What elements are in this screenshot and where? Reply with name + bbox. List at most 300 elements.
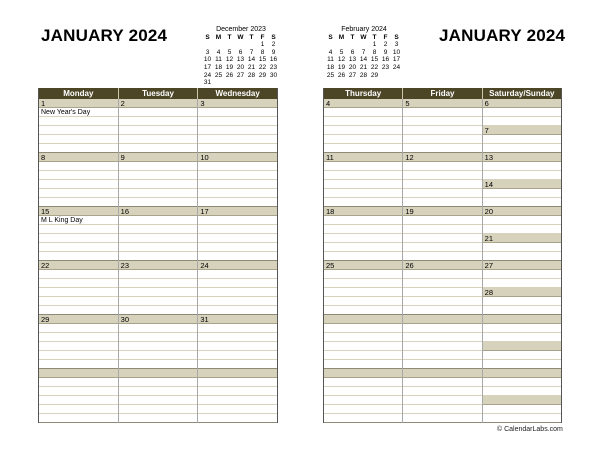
note-line xyxy=(39,360,118,369)
weekday-label: S xyxy=(271,33,276,41)
day-cell xyxy=(324,99,403,153)
note-line xyxy=(198,225,277,234)
date-number: 6 xyxy=(483,99,561,108)
weekday-label: T xyxy=(227,33,232,41)
mini-day: 15 xyxy=(258,56,267,64)
note-line xyxy=(119,342,198,351)
mini-day: 9 xyxy=(271,48,276,56)
note-line xyxy=(39,180,118,189)
day-cell xyxy=(119,99,199,153)
date-number: 13 xyxy=(483,153,561,162)
weekday-header-row xyxy=(324,88,561,99)
note-line xyxy=(403,243,481,252)
date-number: 26 xyxy=(403,261,481,270)
note-line xyxy=(483,189,561,198)
weekday-header-row xyxy=(39,88,277,99)
day-cell xyxy=(198,153,277,207)
mini-day: 10 xyxy=(392,48,401,56)
week-row xyxy=(39,261,277,315)
mini-calendar-weekdays xyxy=(202,34,280,42)
note-line xyxy=(39,198,118,207)
header-thursday: Thursday xyxy=(324,88,403,99)
note-line xyxy=(119,270,198,279)
day-cell xyxy=(119,369,199,423)
note-line xyxy=(119,126,198,135)
mini-day: 14 xyxy=(247,56,256,64)
mini-day: 11 xyxy=(327,56,334,64)
mini-day: 2 xyxy=(383,41,388,49)
note-line xyxy=(39,333,118,342)
note-line xyxy=(483,333,561,342)
note-line xyxy=(198,387,277,396)
note-line xyxy=(324,396,402,405)
mini-day: 31 xyxy=(203,79,212,87)
note-line xyxy=(483,144,561,153)
week-row xyxy=(324,207,561,261)
note-line xyxy=(403,162,481,171)
date-number: 22 xyxy=(39,261,118,270)
note-line xyxy=(403,234,481,243)
date-number: 2 xyxy=(119,99,198,108)
page-title-right: JANUARY 2024 xyxy=(439,26,566,45)
mini-day: 19 xyxy=(337,63,346,71)
note-line xyxy=(324,342,402,351)
note-line xyxy=(403,108,481,117)
note-line xyxy=(119,243,198,252)
mini-day: 8 xyxy=(372,48,377,56)
mini-day: 3 xyxy=(394,41,399,49)
mini-day: 12 xyxy=(225,56,234,64)
mini-day: 5 xyxy=(227,48,232,56)
note-line xyxy=(403,342,481,351)
mini-day: 26 xyxy=(337,71,346,79)
note-line xyxy=(403,378,481,387)
mini-day: 2 xyxy=(271,41,276,49)
note-line xyxy=(324,180,402,189)
mini-day: 27 xyxy=(348,71,357,79)
mini-day xyxy=(246,41,257,49)
date-number: 30 xyxy=(119,315,198,324)
date-number: 23 xyxy=(119,261,198,270)
note-line xyxy=(403,180,481,189)
week-row xyxy=(39,99,277,153)
day-cell xyxy=(403,261,482,315)
note-line xyxy=(324,333,402,342)
date-number xyxy=(483,315,561,324)
note-line xyxy=(324,288,402,297)
note-line xyxy=(39,387,118,396)
note-line xyxy=(198,108,277,117)
mini-day: 10 xyxy=(203,56,212,64)
mini-day: 17 xyxy=(392,56,401,64)
note-line xyxy=(39,342,118,351)
mini-calendar-title: December 2023 xyxy=(216,26,266,33)
weekday-label: T xyxy=(249,33,254,41)
mini-day xyxy=(235,79,246,87)
mini-day: 29 xyxy=(258,71,267,79)
mini-day: 7 xyxy=(249,48,254,56)
mini-day: 8 xyxy=(260,48,265,56)
day-cell xyxy=(198,315,277,369)
mini-day xyxy=(246,79,257,87)
mini-day xyxy=(391,72,402,80)
note-line xyxy=(403,135,481,144)
day-cell xyxy=(403,207,482,261)
date-number: 1 xyxy=(39,99,118,108)
mini-calendar-february xyxy=(325,26,403,79)
note-line xyxy=(119,306,198,315)
day-cell xyxy=(403,315,482,369)
note-line xyxy=(39,351,118,360)
calendar-right-page xyxy=(323,88,562,423)
note-line xyxy=(403,252,481,261)
mini-day: 13 xyxy=(348,56,357,64)
day-cell xyxy=(198,207,277,261)
week-row xyxy=(324,369,561,423)
weekday-label: W xyxy=(360,33,367,41)
day-cell xyxy=(39,153,119,207)
date-number: 28 xyxy=(483,288,561,297)
note-line xyxy=(198,324,277,333)
note-line xyxy=(198,288,277,297)
note-line xyxy=(324,108,402,117)
note-line xyxy=(403,144,481,153)
date-number: 8 xyxy=(39,153,118,162)
note-line xyxy=(39,117,118,126)
note-line xyxy=(198,414,277,423)
mini-day: 9 xyxy=(383,48,388,56)
note-line xyxy=(483,162,561,171)
mini-day xyxy=(224,41,235,49)
week-row xyxy=(324,153,561,207)
note-line xyxy=(403,396,481,405)
note-line xyxy=(119,297,198,306)
mini-day: 12 xyxy=(337,56,346,64)
mini-day: 22 xyxy=(370,63,379,71)
note-line xyxy=(119,171,198,180)
date-number: 21 xyxy=(483,234,561,243)
mini-day xyxy=(380,72,391,80)
note-line xyxy=(483,225,561,234)
note-line xyxy=(39,297,118,306)
calendar-left-page xyxy=(38,88,278,423)
weekend-cell xyxy=(483,261,561,315)
mini-day: 29 xyxy=(370,71,379,79)
date-number xyxy=(403,369,481,378)
note-line xyxy=(403,279,481,288)
date-number xyxy=(483,369,561,378)
note-line xyxy=(39,252,118,261)
note-line xyxy=(119,180,198,189)
note-line xyxy=(483,351,561,360)
note-line xyxy=(403,405,481,414)
date-number xyxy=(119,369,198,378)
mini-day: 22 xyxy=(258,63,267,71)
note-line xyxy=(198,117,277,126)
mini-calendar-weekdays xyxy=(325,34,403,42)
note-line xyxy=(324,387,402,396)
note-line xyxy=(483,135,561,144)
event-text xyxy=(39,270,118,279)
day-cell xyxy=(198,369,277,423)
note-line xyxy=(39,396,118,405)
note-line xyxy=(39,234,118,243)
note-line xyxy=(324,279,402,288)
date-number: 29 xyxy=(39,315,118,324)
mini-day xyxy=(213,41,224,49)
note-line xyxy=(119,198,198,207)
day-cell xyxy=(324,315,403,369)
week-row xyxy=(324,261,561,315)
note-line xyxy=(403,171,481,180)
note-line xyxy=(119,387,198,396)
day-cell xyxy=(119,153,199,207)
note-line xyxy=(119,108,198,117)
date-number: 16 xyxy=(119,207,198,216)
event-text xyxy=(39,162,118,171)
note-line xyxy=(324,216,402,225)
mini-day: 27 xyxy=(236,71,245,79)
event-text: M L King Day xyxy=(39,216,118,225)
day-cell xyxy=(324,369,403,423)
note-line xyxy=(119,333,198,342)
note-line xyxy=(119,135,198,144)
weekday-label: M xyxy=(338,33,345,41)
note-line xyxy=(324,144,402,153)
day-cell xyxy=(119,261,199,315)
mini-day: 23 xyxy=(269,63,278,71)
date-number: 4 xyxy=(324,99,402,108)
note-line xyxy=(198,351,277,360)
date-number xyxy=(483,396,561,405)
note-line xyxy=(483,378,561,387)
note-line xyxy=(39,414,118,423)
mini-day: 18 xyxy=(326,63,335,71)
day-cell xyxy=(403,369,482,423)
note-line xyxy=(198,252,277,261)
note-line xyxy=(324,360,402,369)
mini-calendar-days xyxy=(202,41,280,87)
mini-day: 21 xyxy=(359,63,368,71)
day-cell xyxy=(39,369,119,423)
weekend-cell xyxy=(483,207,561,261)
mini-day: 4 xyxy=(328,48,333,56)
note-line xyxy=(403,225,481,234)
note-line xyxy=(324,324,402,333)
note-line xyxy=(324,225,402,234)
note-line xyxy=(403,324,481,333)
mini-day xyxy=(268,79,279,87)
mini-day: 6 xyxy=(350,48,355,56)
note-line xyxy=(119,252,198,261)
note-line xyxy=(119,360,198,369)
note-line xyxy=(483,414,561,423)
header-tuesday: Tuesday xyxy=(119,88,199,99)
note-line xyxy=(39,135,118,144)
weekend-cell xyxy=(483,315,561,369)
note-line xyxy=(119,288,198,297)
note-line xyxy=(403,387,481,396)
mini-day: 6 xyxy=(238,48,243,56)
mini-day: 23 xyxy=(381,63,390,71)
day-cell xyxy=(324,153,403,207)
note-line xyxy=(483,324,561,333)
note-line xyxy=(324,135,402,144)
note-line xyxy=(39,306,118,315)
note-line xyxy=(324,351,402,360)
note-line xyxy=(483,306,561,315)
note-line xyxy=(198,135,277,144)
event-text: New Year's Day xyxy=(39,108,118,117)
note-line xyxy=(324,243,402,252)
note-line xyxy=(198,405,277,414)
day-cell xyxy=(119,207,199,261)
mini-day: 26 xyxy=(225,71,234,79)
mini-day: 21 xyxy=(247,63,256,71)
date-number: 24 xyxy=(198,261,277,270)
note-line xyxy=(198,396,277,405)
date-number: 25 xyxy=(324,261,402,270)
note-line xyxy=(198,243,277,252)
note-line xyxy=(119,324,198,333)
day-cell xyxy=(198,99,277,153)
week-row xyxy=(39,369,277,423)
note-line xyxy=(483,108,561,117)
mini-day xyxy=(224,79,235,87)
mini-day: 13 xyxy=(236,56,245,64)
header-monday: Monday xyxy=(39,88,119,99)
note-line xyxy=(403,117,481,126)
note-line xyxy=(483,387,561,396)
note-line xyxy=(119,405,198,414)
weekday-label: S xyxy=(328,33,333,41)
note-line xyxy=(39,405,118,414)
note-line xyxy=(39,189,118,198)
date-number: 12 xyxy=(403,153,481,162)
note-line xyxy=(324,306,402,315)
mini-day xyxy=(202,41,213,49)
mini-day xyxy=(213,79,224,87)
mini-day: 25 xyxy=(214,71,223,79)
mini-day: 1 xyxy=(260,41,265,49)
mini-day: 24 xyxy=(203,71,212,79)
note-line xyxy=(198,234,277,243)
note-line xyxy=(119,162,198,171)
day-cell xyxy=(324,261,403,315)
mini-day: 20 xyxy=(236,63,245,71)
date-number: 9 xyxy=(119,153,198,162)
date-number xyxy=(198,369,277,378)
mini-day: 30 xyxy=(269,71,278,79)
note-line xyxy=(483,216,561,225)
note-line xyxy=(39,243,118,252)
note-line xyxy=(39,144,118,153)
date-number: 18 xyxy=(324,207,402,216)
note-line xyxy=(324,270,402,279)
weekend-cell xyxy=(483,369,561,423)
note-line xyxy=(403,216,481,225)
note-line xyxy=(119,378,198,387)
mini-day: 24 xyxy=(392,63,401,71)
day-cell xyxy=(403,153,482,207)
note-line xyxy=(403,297,481,306)
note-line xyxy=(483,243,561,252)
note-line xyxy=(403,414,481,423)
note-line xyxy=(483,405,561,414)
mini-day: 15 xyxy=(370,56,379,64)
note-line xyxy=(403,198,481,207)
mini-day: 16 xyxy=(381,56,390,64)
mini-day xyxy=(257,79,268,87)
note-line xyxy=(119,144,198,153)
mini-day xyxy=(235,41,246,49)
note-line xyxy=(119,351,198,360)
note-line xyxy=(39,279,118,288)
note-line xyxy=(324,414,402,423)
date-number: 7 xyxy=(483,126,561,135)
day-cell xyxy=(324,207,403,261)
mini-day xyxy=(358,41,369,49)
note-line xyxy=(403,288,481,297)
date-number: 10 xyxy=(198,153,277,162)
date-number xyxy=(324,369,402,378)
date-number: 19 xyxy=(403,207,481,216)
note-line xyxy=(403,306,481,315)
mini-day: 20 xyxy=(348,63,357,71)
note-line xyxy=(198,216,277,225)
mini-day: 25 xyxy=(326,71,335,79)
note-line xyxy=(119,189,198,198)
event-text xyxy=(39,324,118,333)
mini-day: 18 xyxy=(214,63,223,71)
header-wednesday: Wednesday xyxy=(215,89,260,98)
weekend-cell xyxy=(483,99,561,153)
weekday-label: T xyxy=(350,33,355,41)
mini-day: 19 xyxy=(225,63,234,71)
week-row xyxy=(39,207,277,261)
mini-day xyxy=(336,41,347,49)
note-line xyxy=(324,189,402,198)
note-line xyxy=(119,117,198,126)
weekday-label: M xyxy=(215,33,222,41)
header-weekend: Saturday/Sunday xyxy=(489,89,555,98)
note-line xyxy=(198,297,277,306)
note-line xyxy=(39,288,118,297)
weekday-label: F xyxy=(260,33,265,41)
note-line xyxy=(324,117,402,126)
note-line xyxy=(119,216,198,225)
note-line xyxy=(324,198,402,207)
note-line xyxy=(198,279,277,288)
week-row xyxy=(324,99,561,153)
date-number: 20 xyxy=(483,207,561,216)
date-number xyxy=(403,315,481,324)
note-line xyxy=(483,117,561,126)
note-line xyxy=(403,351,481,360)
weekday-label: F xyxy=(383,33,388,41)
mini-day: 28 xyxy=(359,71,368,79)
note-line xyxy=(198,342,277,351)
note-line xyxy=(324,171,402,180)
note-line xyxy=(198,198,277,207)
date-number: 15 xyxy=(39,207,118,216)
day-cell xyxy=(198,261,277,315)
note-line xyxy=(119,414,198,423)
note-line xyxy=(119,234,198,243)
mini-day xyxy=(325,41,336,49)
mini-day: 4 xyxy=(216,48,221,56)
credit-text[interactable]: © CalendarLabs.com xyxy=(497,426,563,433)
